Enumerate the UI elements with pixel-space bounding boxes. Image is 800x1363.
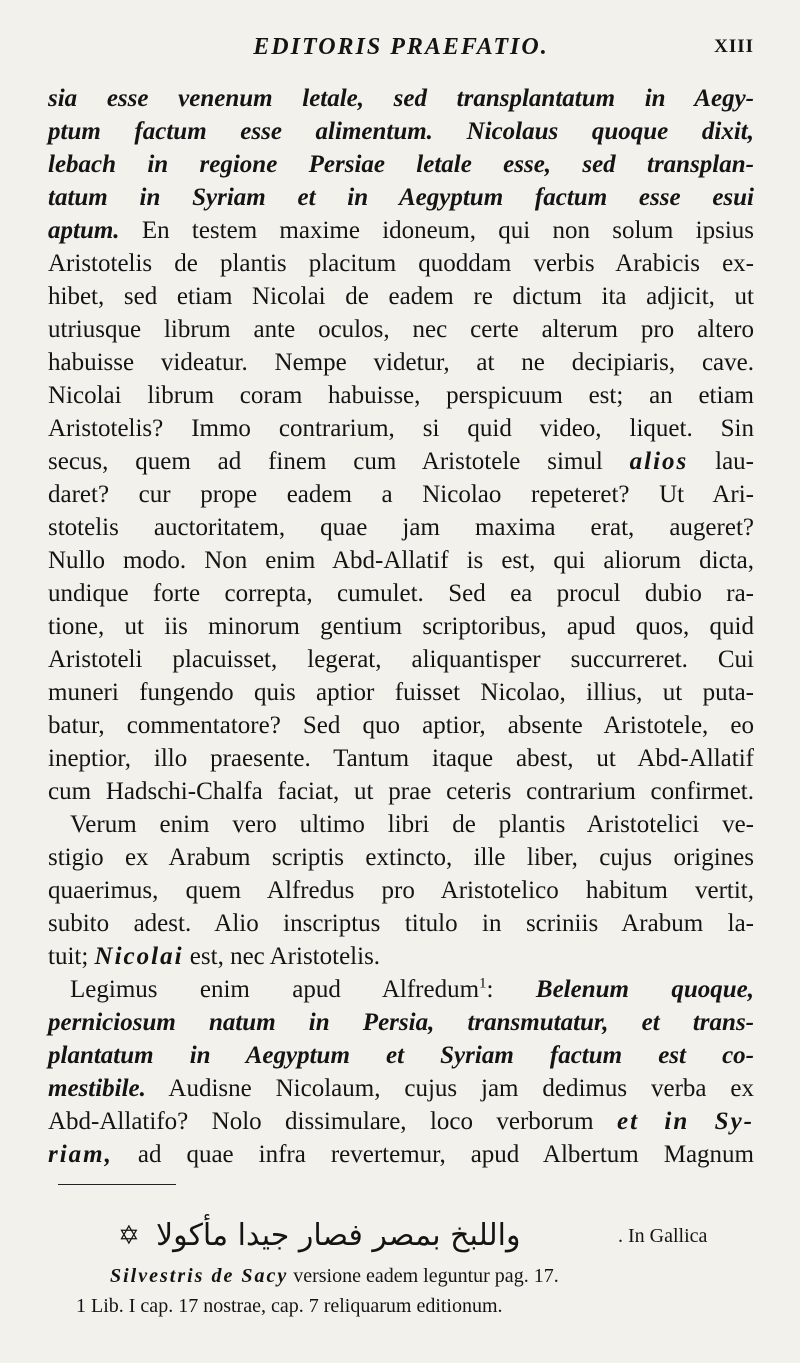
text-line: Nicolai librum coram habuisse, perspicuum est; an etiam [48,382,754,409]
text-line: tione, ut iis minorum gentium scriptoribus, apud quos, quid [48,613,754,640]
footnote-rule [58,1184,176,1185]
text-line [48,973,754,1006]
text-line [48,115,754,148]
italic-span: plantatum in Aegyptum et Syriam factum est co- [48,1042,754,1069]
text-line: stigio ex Arabum scriptis extincto, ille liber, cujus origines [48,844,754,871]
page-number: XIII [714,36,754,57]
italic-span: perniciosum natum in Persia, transmutatur, et trans- [48,1009,754,1036]
text-line [48,214,754,247]
roman-span: : [486,976,536,1003]
italic-span: sia esse venenum letale, sed transplantatum in Aegy- [48,85,754,112]
text-line [48,181,754,214]
text-line: daret? cur prope eadem a Nicolao repeteret? Ut Ari- [48,481,754,508]
spaced-italic-span: et in Sy- [616,1108,755,1135]
roman-span: versione eadem leguntur pag. 17. [288,1265,559,1287]
italic-span: ptum factum esse alimentum. Nicolaus quoque dixit, [48,118,754,145]
italic-span: lebach in regione Persiae letale esse, sed transplan- [48,151,754,178]
spaced-italic-span: Nicolai [94,943,184,970]
running-header [48,34,754,64]
text-line: Aristotelis de plantis placitum quoddam verbis Arabicis ex- [48,250,754,277]
text-line: Verum enim vero ultimo libri de plantis Aristotelici ve- [70,811,754,838]
roman-span: lau- [688,448,754,475]
text-line [48,82,754,115]
spaced-italic-span: Silvestris de Sacy [110,1265,289,1287]
text-line [48,1006,754,1039]
star-icon: ✡ [118,1221,140,1250]
footnote-arabic [48,1218,754,1254]
text-line: stotelis auctoritatem, quae jam maxima erat, augeret? [48,514,754,541]
spaced-italic-span: alios [629,448,689,475]
text-line [48,940,754,973]
text-line [48,445,754,478]
text-line [48,1039,754,1072]
body-text [48,82,754,1171]
text-line [48,148,754,181]
footnote-line [110,1262,754,1290]
text-line [48,1072,754,1105]
roman-span: est, nec Aristotelis. [183,943,381,970]
header-title: EDITORIS PRAEFATIO. [253,34,549,60]
footnote-tail: . In Gallica [618,1225,708,1247]
spaced-italic-span: riam, [48,1141,113,1168]
roman-span: Audisne Nicolaum, cujus jam dedimus verba ex [145,1075,754,1102]
text-line: muneri fungendo quis aptior fuisset Nicolao, illius, ut puta- [48,679,754,706]
text-line: Aristotelis? Immo contrarium, si quid video, liquet. Sin [48,415,754,442]
roman-span: Abd-Allatifo? Nolo dissimulare, loco verborum [48,1108,617,1135]
italic-span: Belenum quoque, [535,976,754,1003]
text-line: ineptior, illo praesente. Tantum itaque abest, ut Abd-Allatif [48,745,754,772]
text-line: Aristoteli placuisset, legerat, aliquantisper succurreret. Cui [48,646,754,673]
book-page [48,0,754,1363]
text-line [48,1105,754,1138]
text-line: subito adest. Alio inscriptus titulo in scriniis Arabum la- [48,910,754,937]
text-line: Nullo modo. Non enim Abd-Allatif is est, qui aliorum dicta, [48,547,754,574]
text-line: undique forte correpta, cumulet. Sed ea procul dubio ra- [48,580,754,607]
footnote-marker: 1 [479,975,487,992]
roman-span: secus, quem ad finem cum Aristotele simul [48,448,630,475]
text-line: hibet, sed etiam Nicolai de eadem re dictum ita adjicit, ut [48,283,754,310]
roman-span: En testem maxime idoneum, qui non solum ipsius [119,217,754,244]
italic-span: tatum in Syriam et in Aegyptum factum esse esui [48,184,754,211]
text-line: utriusque librum ante oculos, nec certe alterum pro altero [48,316,754,343]
text-line: quaerimus, quem Alfredus pro Aristotelico habitum vertit, [48,877,754,904]
text-line [48,1138,754,1171]
text-line: cum Hadschi-Chalfa faciat, ut prae ceteris contrarium confirmet. [48,778,754,805]
roman-span: ad quae infra revertemur, apud Albertum Magnum [112,1141,754,1168]
footnote-line: 1 Lib. I cap. 17 nostrae, cap. 7 reliquarum editionum. [76,1295,503,1317]
roman-span: Legimus enim apud Alfredum [70,976,480,1003]
italic-span: mestibile. [48,1075,146,1102]
text-line: habuisse videatur. Nempe videtur, at ne decipiaris, cave. [48,349,754,376]
arabic-text: واللبخ بمصر فصار جيدا مأكولا [156,1218,521,1253]
italic-span: aptum. [48,217,120,244]
text-line: batur, commentatore? Sed quo aptior, absente Aristotele, eo [48,712,754,739]
roman-span: tuit; [48,943,95,970]
